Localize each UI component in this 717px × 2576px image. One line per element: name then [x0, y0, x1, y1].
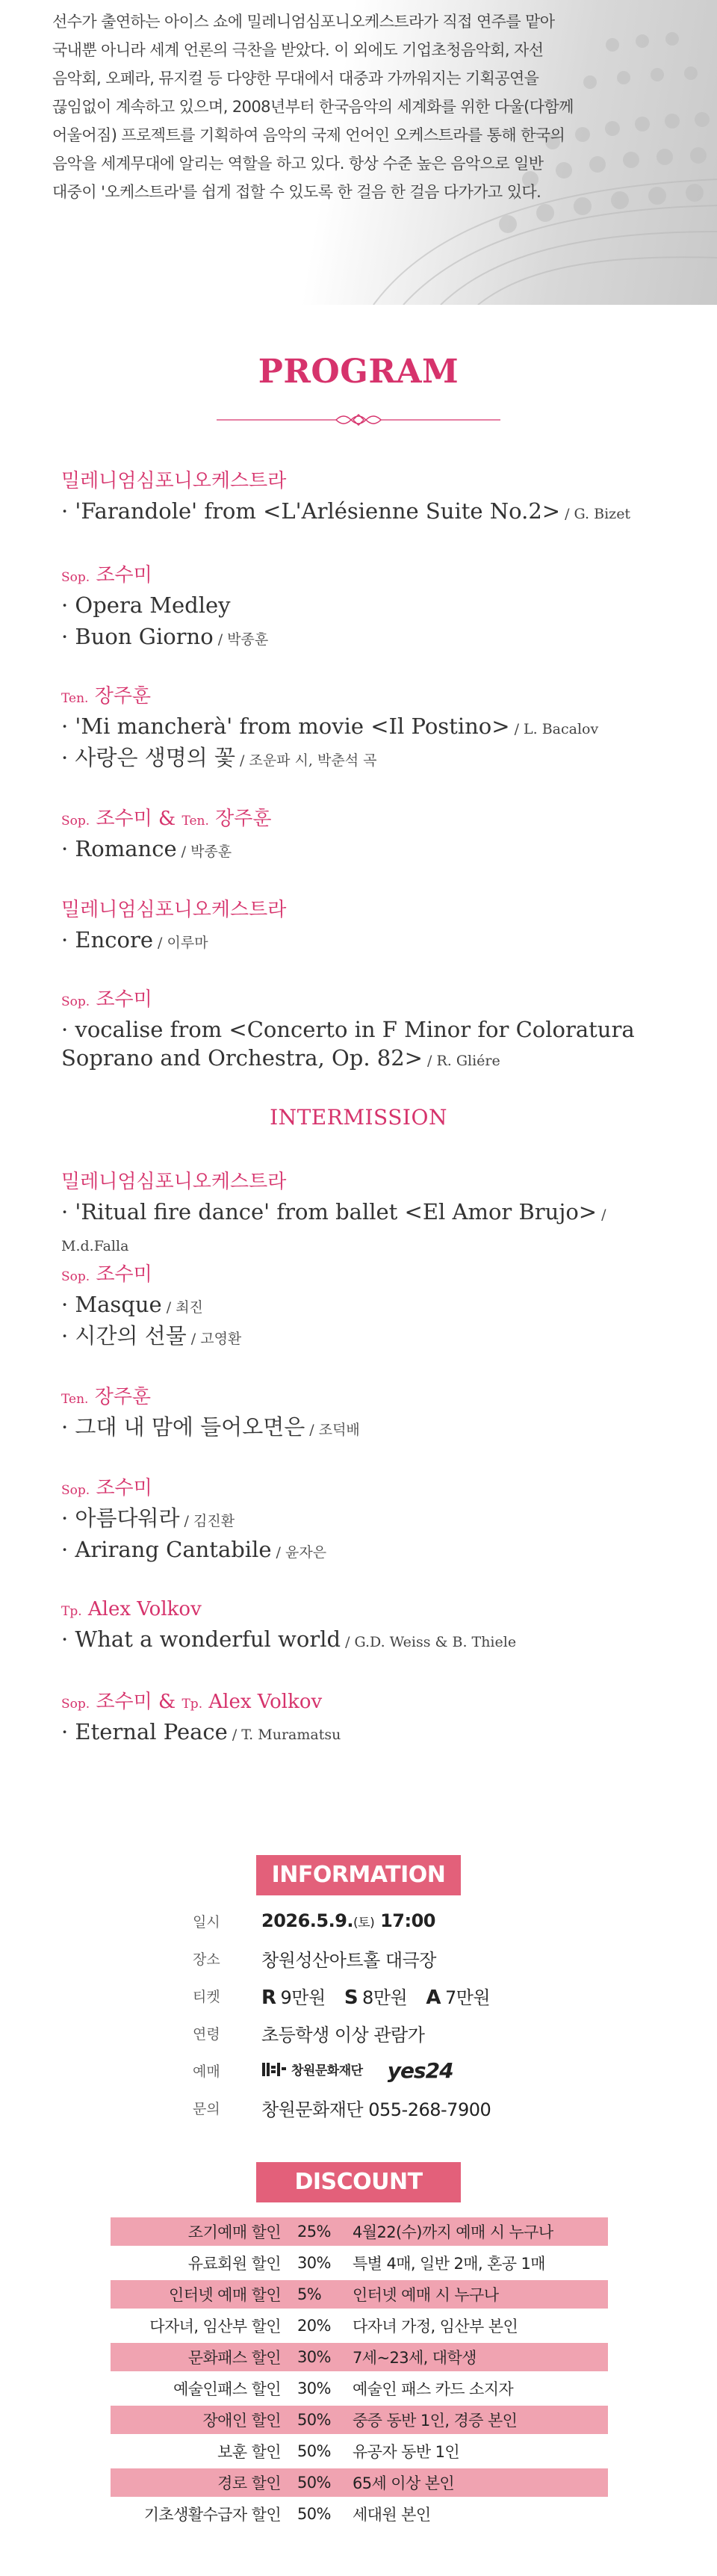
program-item: · 아름다워라 / 김진환 — [61, 1505, 235, 1531]
performer-label: Ten. 장주훈 — [61, 685, 152, 708]
intermission-label: INTERMISSION — [270, 1105, 447, 1130]
program-item: · 그대 내 맘에 들어오면은 / 조덕배 — [61, 1414, 360, 1440]
composer: / 김진환 — [179, 1513, 235, 1529]
venue-value: 창원성산아트홀 대극장 — [261, 1949, 436, 1971]
program-group — [61, 805, 674, 866]
composer: / 이루마 — [153, 935, 208, 951]
info-booking-row: 예매 창원문화재단 yes24 — [193, 2058, 453, 2083]
discount-badge: DISCOUNT — [256, 2162, 461, 2202]
discount-row: 보훈 할인 50% 유공자 동반 1인 — [217, 2442, 460, 2461]
discount-row: 문화패스 할인 30% 7세~23세, 대학생 — [111, 2343, 608, 2371]
discount-row: 예술인패스 할인 30% 예술인 패스 카드 소지자 — [173, 2380, 514, 2398]
foundation-mark-icon — [261, 2061, 287, 2078]
booking-logos — [261, 2058, 453, 2083]
performer-label: Sop. 조수미 — [61, 1477, 152, 1499]
program-group — [61, 1596, 674, 1656]
discount-row: 유료회원 할인 30% 특별 4매, 일반 2매, 혼공 1매 — [187, 2254, 545, 2273]
composer: / G.D. Weiss & B. Thiele — [341, 1634, 517, 1650]
program-group — [61, 1261, 674, 1353]
program-item: · Eternal Peace / T. Muramatsu — [61, 1719, 341, 1744]
ticket-prices: R 9만원 S 8만원 A 7만원 — [261, 1986, 491, 2009]
program-item: · What a wonderful world / G.D. Weiss & B. Thiele — [61, 1626, 517, 1652]
intro-section — [0, 0, 717, 305]
composer: / G. Bizet — [560, 506, 631, 522]
ornament-divider-icon — [217, 409, 500, 430]
composer: / 윤자은 — [271, 1544, 327, 1561]
info-age-row: 연령 초등학생 이상 관람가 — [193, 2019, 424, 2046]
program-group — [61, 468, 674, 528]
program-group — [61, 897, 674, 957]
composer: / T. Muramatsu — [227, 1727, 341, 1743]
info-ticket-row: 티켓 R 9만원 S 8만원 A 7만원 — [193, 1982, 490, 2009]
info-date-row: 일시 2026.5.9.(토) 17:00 — [193, 1910, 435, 1931]
performer-label: 밀레니엄심포니오케스트라 — [61, 470, 287, 492]
program-item: · 'Farandole' from <L'Arlésienne Suite No.2> / G. Bizet — [61, 498, 631, 524]
performer-label: Sop. 조수미 — [61, 564, 152, 586]
composer: / R. Gliére — [422, 1053, 500, 1069]
discount-row: 다자녀, 임산부 할인 20% 다자녀 가정, 임산부 본인 — [149, 2317, 518, 2335]
discount-row: 조기예매 할인 25% 4월22(수)까지 예매 시 누구나 — [111, 2217, 608, 2246]
composer: / 고영환 — [186, 1331, 242, 1347]
discount-row: 인터넷 예매 할인 5% 인터넷 예매 시 누구나 — [111, 2280, 608, 2309]
program-group — [61, 1475, 674, 1567]
composer: / 박종훈 — [213, 631, 269, 648]
program-item: · Masque / 최진 — [61, 1292, 203, 1317]
program-item: · Buon Giorno / 박종훈 — [61, 624, 269, 649]
contact-value: 창원문화재단 055-268-7900 — [261, 2099, 491, 2120]
performer-label: Sop. 조수미 & Tp. Alex Volkov — [61, 1691, 323, 1713]
discount-row: 장애인 할인 50% 중증 동반 1인, 경증 본인 — [111, 2406, 608, 2434]
info-venue-row: 장소 창원성산아트홀 대극장 — [193, 1945, 436, 1972]
program-group — [61, 1168, 674, 1260]
age-value: 초등학생 이상 관람가 — [261, 2024, 425, 2046]
program-item: · Arirang Cantabile / 윤자은 — [61, 1537, 327, 1562]
program-title: PROGRAM — [258, 353, 459, 391]
program-item: · Opera Medley — [61, 592, 231, 618]
program-item: · 'Ritual fire dance' from ballet <El Amor Brujo> / M.d.Falla — [61, 1199, 606, 1254]
info-contact-row: 문의 창원문화재단 055-268-7900 — [193, 2094, 491, 2121]
performer-label: 밀레니엄심포니오케스트라 — [61, 899, 287, 921]
program-group — [61, 683, 674, 775]
performer-label: Ten. 장주훈 — [61, 1386, 152, 1408]
program-item: · Romance / 박종훈 — [61, 836, 232, 861]
discount-row: 기초생활수급자 할인 50% 세대원 본인 — [143, 2505, 431, 2524]
date-value: 2026.5.9.(토) 17:00 — [261, 1910, 435, 1931]
program-group — [61, 1384, 674, 1444]
program-item: · Encore / 이루마 — [61, 927, 208, 953]
composer: / 조덕배 — [305, 1422, 360, 1438]
program-item: · 시간의 선물 / 고영환 — [61, 1323, 242, 1349]
program-group — [61, 562, 674, 654]
composer: / 박종훈 — [176, 843, 232, 860]
discount-row: 경로 할인 50% 65세 이상 본인 — [111, 2468, 608, 2497]
composer: / M.d.Falla — [61, 1207, 606, 1254]
performer-label: Sop. 조수미 — [61, 988, 152, 1011]
performer-label: Tp. Alex Volkov — [61, 1598, 202, 1620]
program-group — [61, 986, 674, 1075]
composer: / 조운파 시, 박춘석 곡 — [235, 752, 377, 769]
program-item: · 'Mi mancherà' from movie <Il Postino> / L. Bacalov — [61, 713, 599, 739]
composer: / L. Bacalov — [509, 721, 599, 737]
program-item: · 사랑은 생명의 꽃 / 조운파 시, 박춘석 곡 — [61, 745, 377, 770]
program-item: · vocalise from <Concerto in F Minor for Coloratura Soprano and Orchestra, Op. 82> / R. Gliére — [61, 1017, 635, 1071]
performer-label: 밀레니엄심포니오케스트라 — [61, 1171, 287, 1193]
program-group — [61, 1688, 674, 1749]
intro-paragraph: 선수가 출연하는 아이스 쇼에 밀레니엄심포니오케스트라가 직접 연주를 맡아 국내뿐 아니라 세계 언론의 극찬을 받았다. 이 외에도 기업초청음악회, 자선 음악회, 오페라, 뮤지컬 등 다양한 무대에서 대중과 가까워지는 기획공연을 끊임없이 계속하고 있으며, 2008년부터 한국음악의 세계화를 위한 다울(다함께 어울어짐) 프로젝트를 기획하여 음악의 국제 언어인 오케스트라를 통해 한국의 음악을 세계무대에 알리는 역할을 하고 있다. 항상 수준 높은 음악으로 일반 대중이 '오케스트라'를 쉽게 접할 수 있도록 한 걸음 한 걸음 다가가고 있다. — [52, 13, 574, 201]
performer-label: Sop. 조수미 — [61, 1263, 152, 1286]
information-badge: INFORMATION — [256, 1855, 461, 1895]
changwon-foundation-logo[interactable]: 창원문화재단 — [261, 2060, 363, 2078]
performer-label: Sop. 조수미 & Ten. 장주훈 — [61, 808, 272, 830]
yes24-logo[interactable]: yes24 — [387, 2058, 453, 2083]
composer: / 최진 — [161, 1299, 203, 1316]
